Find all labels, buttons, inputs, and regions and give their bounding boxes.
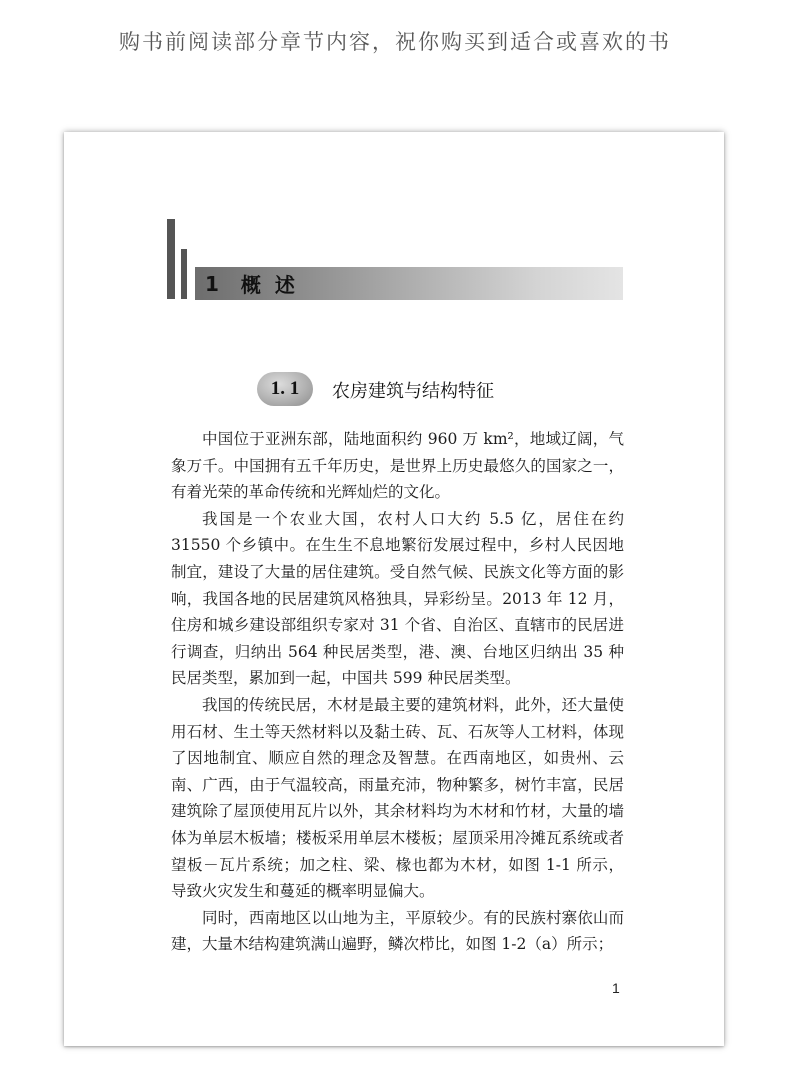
chapter-title: 概述	[240, 273, 309, 297]
chapter-number: 1	[205, 271, 219, 296]
book-page	[64, 132, 724, 1046]
chapter-decor-bar-tall	[167, 219, 175, 299]
paragraph: 我国是一个农业大国，农村人口大约 5.5 亿，居住在约 31550 个乡镇中。在生生不息地繁衍发展过程中，乡村人民因地制宜，建设了大量的居住建筑。受自然气候、民族文化等方面的影响，我国各地的民居建筑风格独具，异彩纷呈。2013 年 12 月，住房和城乡建设部组织专家对 31 个省、自治区、直辖市的民居进行调查，归纳出 564 种民居类型，港、澳、台地区归纳出 35 种民居类型，累加到一起，中国共 599 种民居类型。	[171, 509, 624, 688]
section-title: 农房建筑与结构特征	[332, 381, 494, 402]
paragraph: 同时，西南地区以山地为主，平原较少。有的民族村寨依山而建，大量木结构建筑满山遍野，鳞次栉比，如图 1-2（a）所示；	[171, 908, 624, 954]
promo-banner: 购书前阅读部分章节内容，祝你购买到适合或喜欢的书	[119, 30, 671, 54]
page-number: 1	[612, 980, 620, 996]
section-number-badge: 1. 1	[257, 372, 313, 406]
chapter-heading	[195, 267, 623, 300]
paragraph: 中国位于亚洲东部，陆地面积约 960 万 km²，地域辽阔，气象万千。中国拥有五千年历史，是世界上历史最悠久的国家之一，有着光荣的革命传统和光辉灿烂的文化。	[171, 430, 624, 502]
body-text	[171, 426, 624, 958]
chapter-decor-bar-short	[181, 249, 187, 299]
paragraph: 我国的传统民居，木材是最主要的建筑材料，此外，还大量使用石材、生土等天然材料以及黏土砖、瓦、石灰等人工材料，体现了因地制宜、顺应自然的理念及智慧。在西南地区，如贵州、云南、广西，由于气温较高，雨量充沛，物种繁多，树竹丰富，民居建筑除了屋顶使用瓦片以外，其余材料均为木材和竹材，大量的墙体为单层木板墙；楼板采用单层木楼板；屋顶采用冷摊瓦系统或者望板－瓦片系统；加之柱、梁、椽也都为木材，如图 1-1 所示，导致火灾发生和蔓延的概率明显偏大。	[171, 695, 624, 901]
